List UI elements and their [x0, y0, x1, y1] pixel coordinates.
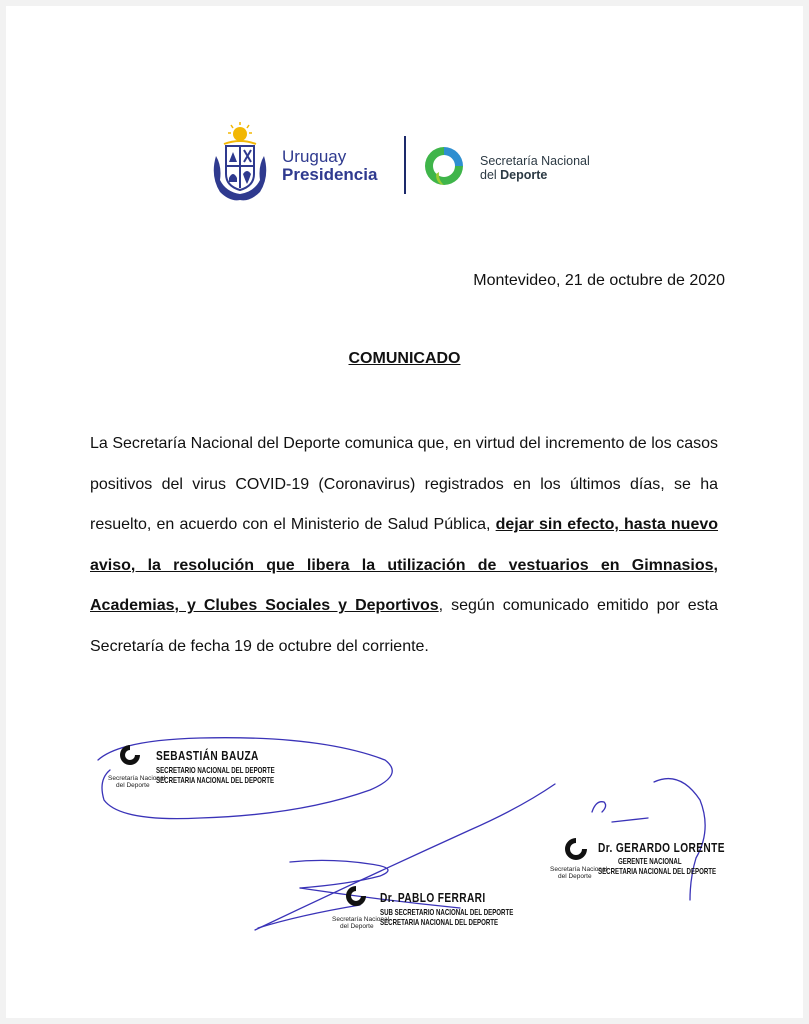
stamp-line2: del Deporte [340, 923, 374, 930]
stamp-line1: Secretaría Nacional [108, 775, 166, 782]
signature-role-bauza-2: SECRETARIA NACIONAL DEL DEPORTE [156, 775, 275, 785]
document-date: Montevideo, 21 de octubre de 2020 [473, 272, 725, 289]
body-text-part1: La Secretaría Nacional del Deporte comunica que, en virtud del incremento de los casos positivos del virus COVID-19 (Coronavirus) registrados en los últimos días, se ha resuelto, en acuerdo con el Ministerio de Salud Pública, [90, 435, 718, 533]
snd-line1: Secretaría Nacional [480, 154, 590, 168]
uruguay-text: Uruguay [282, 147, 347, 166]
stamp-line2: del Deporte [558, 873, 592, 880]
snd-line2-prefix: del [480, 168, 501, 182]
stamp-line1: Secretaría Nacional [332, 916, 390, 923]
presidencia-text: Presidencia [282, 165, 378, 185]
signature-role-lorente-2: SECRETARIA NACIONAL DEL DEPORTE [598, 866, 717, 876]
stamp-label-lorente [550, 866, 607, 880]
signature-name-ferrari: Dr. PABLO FERRARI [380, 890, 486, 905]
signature-name-bauza: SEBASTIÁN BAUZA [156, 748, 259, 763]
signature-role-ferrari-1: SUB SECRETARIO NACIONAL DEL DEPORTE [380, 907, 514, 917]
signature-role-ferrari-2: SECRETARIA NACIONAL DEL DEPORTE [380, 917, 499, 927]
signature-name-lorente: Dr. GERARDO LORENTE [598, 840, 725, 855]
document-title: COMUNICADO [348, 350, 461, 367]
stamp-line1: Secretaría Nacional [550, 866, 608, 873]
signature-role-lorente-1: GERENTE NACIONAL [618, 856, 682, 866]
stamp-label-ferrari [332, 916, 389, 930]
signature-role-bauza-1: SECRETARIO NACIONAL DEL DEPORTE [156, 765, 275, 775]
body-text-part2: , según comunicado emitido por esta Secretaría de fecha 19 de octubre del corriente. [90, 597, 718, 655]
body-emphasis: dejar sin efecto, hasta nuevo aviso, la resolución que libera la utilización de vestuarios en Gimnasios, Academias, y Clubes Sociales y Deportivos [90, 516, 719, 614]
snd-line2-bold: Deporte [500, 168, 548, 182]
stamp-line2: del Deporte [116, 782, 150, 789]
stamp-label-bauza [108, 775, 165, 789]
